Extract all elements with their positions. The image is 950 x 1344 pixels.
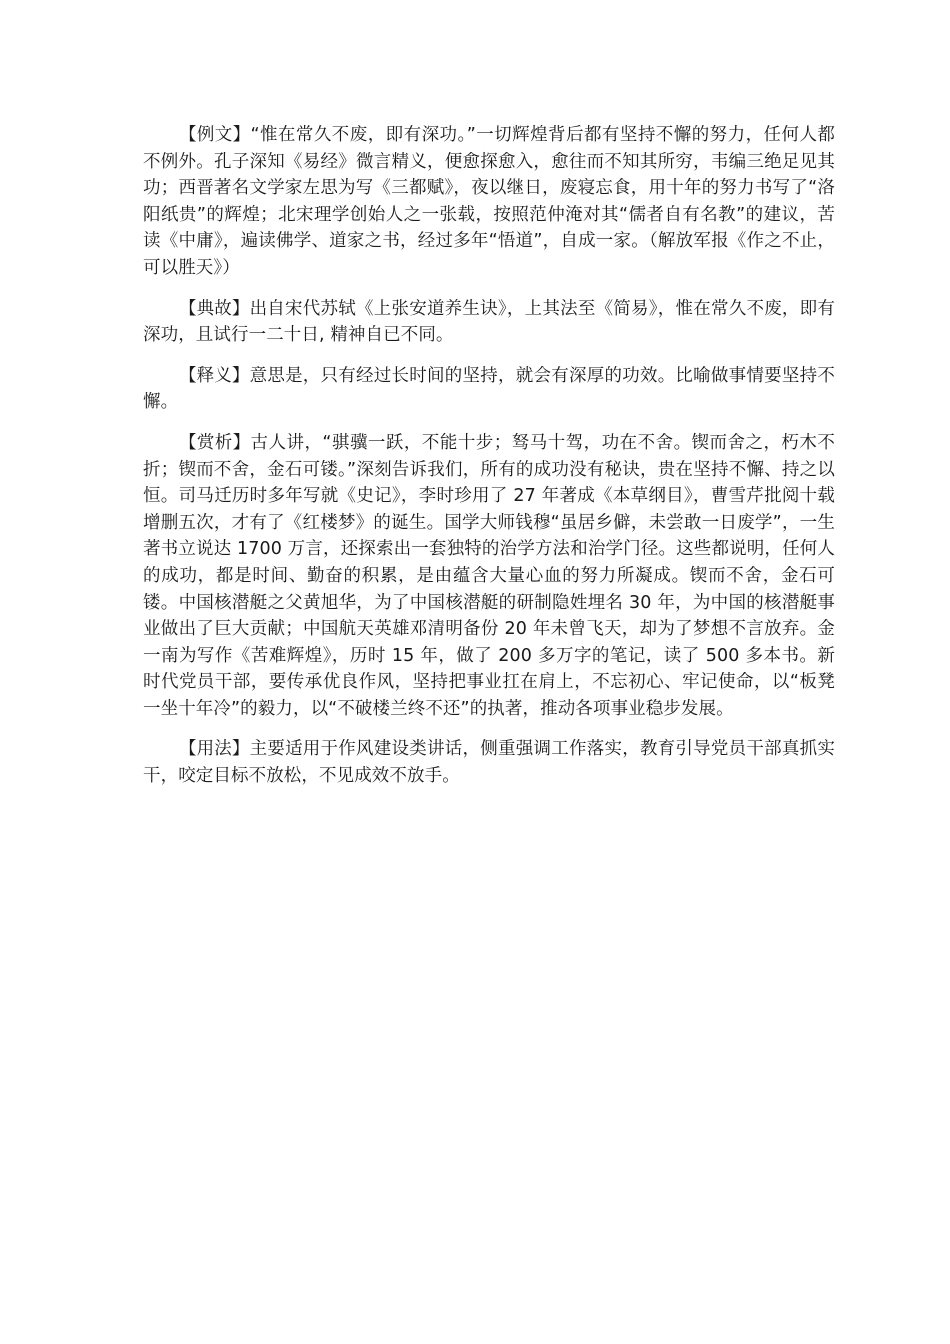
paragraph-text: 古人讲，“骐骥一跃，不能十步；驽马十驾，功在不舍。锲而舍之，朽木不折；锲而不舍，金石可镂。”深刻告诉我们，所有的成功没有秘诀，贵在坚持不懈、持之以恒。司马迁历时多年写就《史记》，李时珍用了 27 年著成《本草纲目》，曹雪芹批阅十载增删五次，才有了《红楼梦》的诞生。国学大师钱穆“虽居乡僻，未尝敢一日废学”，一生著书立说达 1700 万言，还探索出一套独特的治学方法和治学门径。这些都说明，任何人的成功，都是时间、勤奋的积累，是由蕴含大量心血的努力所凝成。锲而不舍，金石可镂。中国核潜艇之父黄旭华，为了中国核潜艇的研制隐姓埋名 30 年，为中国的核潜艇事业做出了巨大贡献；中国航天英雄邓清明备份 20 年未曾飞天，却为了梦想不言放弃。金一南为写作《苦难辉煌》，历时 15 年，做了 200 多万字的笔记，读了 500 多本书。新时代党员干部，要传承优良作风，坚持把事业扛在肩上，不忘初心、牢记使命，以“板凳一坐十年冷”的毅力，以“不破楼兰终不还”的执著，推动各项事业稳步发展。	[143, 432, 835, 719]
paragraph-example	[143, 122, 835, 282]
paragraph-text: 出自宋代苏轼《上张安道养生诀》，上其法至《简易》，惟在常久不废，即有深功，且试行一二十日, 精神自已不同。	[143, 298, 836, 346]
section-tag: 【例文】	[179, 125, 251, 145]
section-tag: 【用法】	[179, 739, 250, 760]
paragraph-text: 主要适用于作风建设类讲话，侧重强调工作落实，教育引导党员干部真抓实干，咬定目标不放松，不见成效不放手。	[143, 739, 835, 787]
paragraph-usage	[143, 736, 835, 789]
section-tag: 【典故】	[179, 298, 250, 319]
paragraph-text: “惟在常久不废，即有深功。”一切辉煌背后都有坚持不懈的努力，任何人都不例外。孔子深知《易经》微言精义，便愈探愈入，愈往而不知其所穷，韦编三绝足见其功；西晋著名文学家左思为写《三都赋》，夜以继日，废寝忘食，用十年的努力书写了“洛阳纸贵”的辉煌；北宋理学创始人之一张载，按照范仲淹对其“儒者自有名教”的建议，苦读《中庸》，遍读佛学、道家之书，经过多年“悟道”，自成一家。（解放军报《作之不止，可以胜天》）	[143, 125, 836, 278]
document-body	[143, 122, 835, 804]
paragraph-allusion	[143, 296, 835, 349]
paragraph-meaning	[143, 363, 835, 416]
section-tag: 【释义】	[179, 365, 250, 386]
section-tag: 【赏析】	[179, 432, 251, 453]
paragraph-appreciation	[143, 430, 835, 723]
paragraph-text: 意思是，只有经过长时间的坚持，就会有深厚的功效。比喻做事情要坚持不懈。	[143, 365, 835, 413]
